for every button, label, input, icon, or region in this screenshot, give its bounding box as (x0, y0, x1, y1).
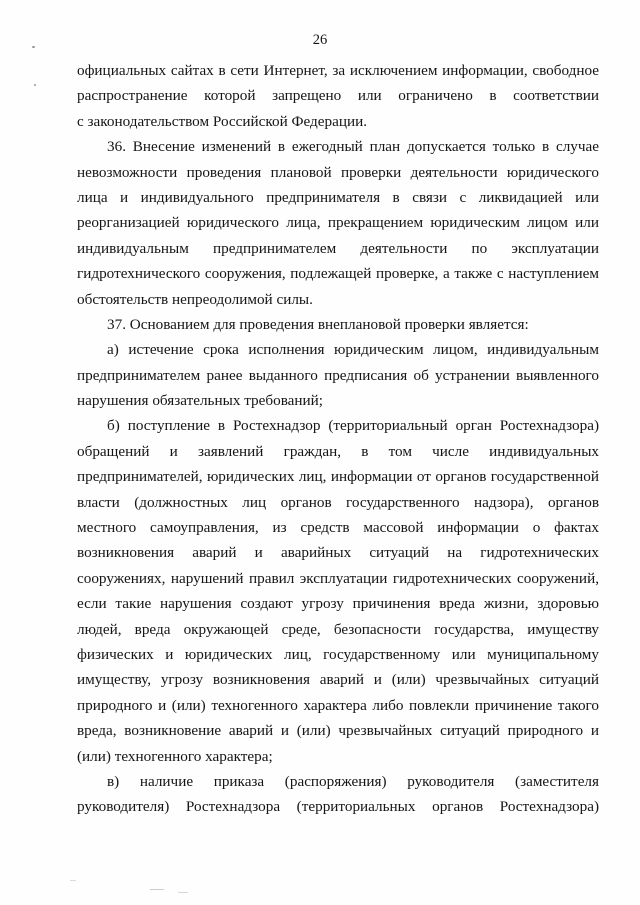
text-line: вреда, возникновение аварий и (или) чрезвычайных ситуаций природного и (77, 722, 599, 740)
text-line: обращений и заявлений граждан, в том числе индивидуальных (77, 442, 599, 460)
page-number: 26 (312, 32, 328, 48)
text-line: возникновения аварий и аварийных ситуаций на гидротехнических (77, 544, 599, 562)
text-line: сооружениях, нарушений правил эксплуатации гидротехнических сооружений, (77, 569, 599, 587)
scan-speck (34, 84, 36, 86)
text-line: с законодательством Российской Федерации. (77, 112, 368, 130)
text-line: официальных сайтах в сети Интернет, за исключением информации, свободное (77, 62, 599, 79)
text-line: имуществу, угрозу возникновения аварий и (или) чрезвычайных ситуаций (77, 671, 599, 689)
scan-speck (150, 889, 164, 890)
scan-speck (70, 880, 76, 881)
text-line: а) истечение срока исполнения юридическим лицом, индивидуальным (107, 341, 599, 359)
text-line: предпринимателей, юридических лиц, информации от органов государственной (77, 468, 599, 486)
text-line: (или) техногенного характера; (77, 747, 273, 765)
text-line: 37. Основанием для проведения внеплановой проверки является: (107, 315, 529, 333)
text-line: физических и юридических лиц, государственному или муниципальному (77, 645, 599, 663)
text-line: 36. Внесение изменений в ежегодный план допускается только в случае (107, 138, 599, 156)
text-line: руководителя) Ростехнадзора (территориальных органов Ростехнадзора) (77, 798, 599, 816)
text-line: гидротехнического сооружения, подлежащей проверке, а также с наступлением (77, 265, 599, 283)
text-line: природного и (или) техногенного характера либо повлекли причинение такого (77, 696, 599, 714)
text-line: предпринимателем ранее выданного предписания об устранении выявленного (77, 366, 599, 384)
scan-speck (178, 892, 188, 893)
text-line: нарушения обязательных требований; (77, 392, 324, 410)
text-line: людей, вреда окружающей среде, безопасности государства, имуществу (77, 620, 599, 638)
text-line: распространение которой запрещено или ограничено в соответствии (77, 87, 599, 105)
body-text (77, 58, 599, 820)
scan-speck (32, 46, 35, 48)
text-line: обстоятельств непреодолимой силы. (77, 290, 313, 308)
text-line: невозможности проведения плановой проверки деятельности юридического (77, 163, 599, 181)
text-line: власти (должностных лиц органов государственного надзора), органов (77, 493, 599, 511)
text-line: реорганизацией юридического лица, прекращением юридическим лицом или (77, 214, 599, 232)
text-line: в) наличие приказа (распоряжения) руководителя (заместителя (107, 772, 599, 790)
text-line: если такие нарушения создают угрозу причинения вреда жизни, здоровью (77, 595, 599, 613)
text-line: лица и индивидуального предпринимателя в связи с ликвидацией или (77, 188, 599, 206)
text-line: индивидуальным предпринимателем деятельности по эксплуатации (77, 239, 599, 257)
text-line: местного самоуправления, из средств массовой информации о фактах (77, 519, 599, 537)
text-line: б) поступление в Ростехнадзор (территориальный орган Ростехнадзора) (107, 417, 599, 435)
